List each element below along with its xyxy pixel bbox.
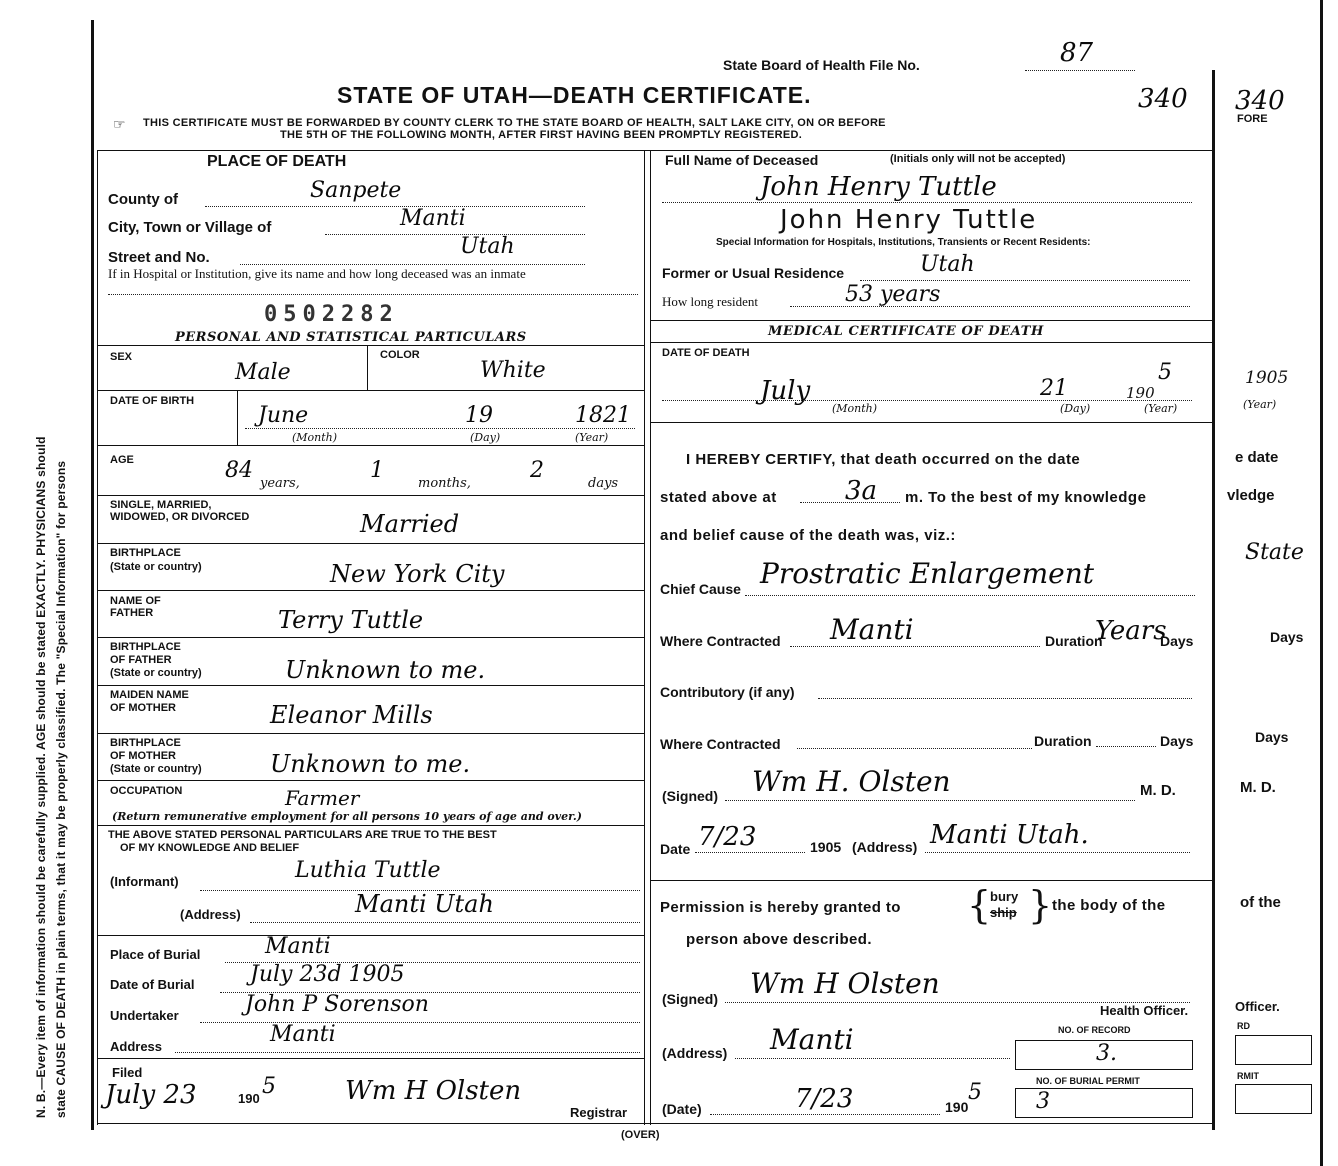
deceased-name-label: Full Name of Deceased xyxy=(665,152,819,168)
father-value: Terry Tuttle xyxy=(278,606,424,634)
health-officer-label: Health Officer. xyxy=(1100,1003,1189,1018)
permit-address-value: Manti xyxy=(770,1023,854,1056)
ship-option: ship xyxy=(990,905,1017,920)
birthplace-value: New York City xyxy=(330,560,505,588)
mother-bp-value: Unknown to me. xyxy=(270,750,471,778)
cert-address-value: Manti Utah. xyxy=(930,820,1089,850)
undertaker-value: John P Sorenson xyxy=(245,992,429,1017)
duration-2-label: Duration xyxy=(1034,733,1092,749)
physician-signature: Wm H. Olsten xyxy=(752,765,951,798)
resident-label: How long resident xyxy=(662,294,759,309)
age-years-word: years, xyxy=(260,476,300,491)
duration-2-days-label: Days xyxy=(1160,733,1194,749)
deceased-name-script: John Henry Tuttle xyxy=(760,172,997,202)
permit-line-a: Permission is hereby granted to xyxy=(660,899,901,916)
death-month-caption: (Month) xyxy=(832,402,878,415)
over-note: (OVER) xyxy=(621,1129,660,1141)
duration-value: Years xyxy=(1095,616,1167,646)
pointing-hand-icon: ☞ xyxy=(113,117,126,133)
undertaker-address-label: Address xyxy=(110,1039,163,1054)
age-days-word: days xyxy=(588,476,619,491)
father-bp-label-3: (State or country) xyxy=(110,667,202,679)
filed-label: Filed xyxy=(112,1065,143,1080)
mother-label-2: OF MOTHER xyxy=(110,702,176,714)
permit-address-label: (Address) xyxy=(662,1045,728,1061)
permit-line-c: person above described. xyxy=(686,931,872,948)
father-bp-value: Unknown to me. xyxy=(285,656,486,684)
occupation-label: OCCUPATION xyxy=(110,785,183,797)
occupation-note: (Return remunerative employment for all persons 10 years of age and over.) xyxy=(112,810,582,823)
duration-label: Duration xyxy=(1045,633,1103,649)
father-label-1: NAME OF xyxy=(110,595,161,607)
permit-brace-right: } xyxy=(1028,883,1053,927)
permit-brace-left: { xyxy=(967,883,992,927)
file-no-label: State Board of Health File No. xyxy=(723,57,920,73)
burial-date-label: Date of Burial xyxy=(110,977,195,992)
registrar-signature: Wm H Olsten xyxy=(345,1076,522,1106)
adjacent-page-fragment: 340 FORE 1905 (Year) e date vledge State Days Days M. D. of the Officer. RD RMIT xyxy=(1215,60,1320,1140)
cert-date-label: Date xyxy=(660,841,691,857)
death-month: July xyxy=(760,376,811,406)
attest-line2: OF MY KNOWLEDGE AND BELIEF xyxy=(120,842,300,854)
mother-bp-label-3: (State or country) xyxy=(110,763,202,775)
special-info: Special Information for Hospitals, Institutions, Transients or Recent Residents: xyxy=(716,237,1091,248)
where-contracted-label: Where Contracted xyxy=(660,633,781,649)
chief-cause-value: Prostratic Enlargement xyxy=(760,557,1094,590)
sex-label: SEX xyxy=(110,351,133,363)
death-year-caption: (Year) xyxy=(1144,402,1178,415)
age-years: 84 xyxy=(225,458,253,483)
medical-heading: MEDICAL CERTIFICATE OF DEATH xyxy=(768,324,1044,339)
chief-cause-label: Chief Cause xyxy=(660,581,741,597)
burial-date-value: July 23d 1905 xyxy=(250,962,405,987)
mother-bp-label-2: OF MOTHER xyxy=(110,750,176,762)
bury-option: bury xyxy=(990,889,1019,904)
death-day-caption: (Day) xyxy=(1060,402,1091,415)
residence-label: Former or Usual Residence xyxy=(662,265,845,281)
record-no-box xyxy=(1015,1040,1193,1070)
where-contracted-value: Manti xyxy=(830,613,914,646)
burial-place-label: Place of Burial xyxy=(110,947,201,962)
place-of-death-heading: PLACE OF DEATH xyxy=(207,153,347,170)
certify-line2a: stated above at xyxy=(660,489,777,506)
duration-days-label: Days xyxy=(1160,633,1194,649)
burial-permit-box xyxy=(1015,1088,1193,1118)
cert-date-value: 7/23 xyxy=(698,822,757,852)
side-notes xyxy=(0,0,90,1166)
undertaker-label: Undertaker xyxy=(110,1008,179,1023)
attest-line1: THE ABOVE STATED PERSONAL PARTICULARS ARE TRUE TO THE BEST xyxy=(108,829,497,841)
cert-number: 340 xyxy=(1138,84,1188,114)
dob-year-caption: (Year) xyxy=(575,431,609,444)
color-label: COLOR xyxy=(380,349,420,361)
dob-day: 19 xyxy=(465,403,493,428)
street-label: Street and No. xyxy=(108,249,210,266)
occupation-value: Farmer xyxy=(285,786,360,810)
father-bp-label-2: OF FATHER xyxy=(110,654,172,666)
physician-signed-label: (Signed) xyxy=(662,788,718,804)
file-no-value: 87 xyxy=(1060,38,1094,68)
informant-address-label: (Address) xyxy=(180,907,241,922)
age-days: 2 xyxy=(530,458,544,483)
burial-permit-label: NO. OF BURIAL PERMIT xyxy=(1036,1076,1140,1086)
certificate-title: STATE OF UTAH—DEATH CERTIFICATE. xyxy=(337,82,812,108)
personal-section-heading: PERSONAL AND STATISTICAL PARTICULARS xyxy=(175,330,527,345)
marital-label-1: SINGLE, MARRIED, xyxy=(110,499,212,511)
deceased-name-print: John Henry Tuttle xyxy=(780,205,1038,235)
permit-line-b: the body of the xyxy=(1052,897,1166,914)
record-no-value: 3. xyxy=(1096,1041,1117,1066)
permit-date-label: (Date) xyxy=(662,1101,702,1117)
dob-month: June xyxy=(258,403,309,428)
age-months-word: months, xyxy=(418,476,471,491)
filed-year-prefix: 190 xyxy=(238,1091,260,1106)
mother-value: Eleanor Mills xyxy=(270,701,433,729)
informant-address-value: Manti Utah xyxy=(355,890,494,918)
health-officer-signature: Wm H Olsten xyxy=(750,967,940,1000)
side-note-line1: N. B.—Every item of information should be carefully supplied. AGE should be stated EXACTLY. PHYSICIANS should xyxy=(34,436,48,1118)
certify-line1: I HEREBY CERTIFY, that death occurred on the date xyxy=(686,451,1081,468)
age-label: AGE xyxy=(110,454,134,466)
filed-year-suffix: 5 xyxy=(262,1074,276,1099)
age-months: 1 xyxy=(370,458,384,483)
undertaker-address-value: Manti xyxy=(270,1022,336,1047)
dob-year: 1821 xyxy=(575,403,631,428)
father-label-2: FATHER xyxy=(110,607,154,619)
death-time-value: 3a xyxy=(845,476,878,506)
dob-day-caption: (Day) xyxy=(470,431,501,444)
physician-md-label: M. D. xyxy=(1140,782,1176,799)
side-note-line2: state CAUSE OF DEATH in plain terms, that it may be properly classified. The "Special Information" for persons xyxy=(54,460,68,1118)
deceased-name-note: (Initials only will not be accepted) xyxy=(890,153,1066,165)
mother-bp-label-1: BIRTHPLACE xyxy=(110,737,181,749)
stamp-number: 0502282 xyxy=(264,302,399,327)
sex-value: Male xyxy=(235,360,291,385)
notice-line1: THIS CERTIFICATE MUST BE FORWARDED BY COUNTY CLERK TO THE STATE BOARD OF HEALTH, SALT LAKE CITY, ON OR BEFORE xyxy=(143,117,886,129)
birthplace-label-1: BIRTHPLACE xyxy=(110,547,181,559)
permit-year-prefix: 190 xyxy=(945,1099,969,1115)
death-year-prefix: 190 xyxy=(1126,384,1155,402)
certify-line2b: m. To the best of my knowledge xyxy=(905,489,1147,506)
marital-value: Married xyxy=(360,510,460,538)
contributory-label: Contributory (if any) xyxy=(660,684,795,700)
death-year-suffix: 5 xyxy=(1158,360,1172,385)
burial-permit-value: 3 xyxy=(1036,1089,1050,1114)
informant-value: Luthia Tuttle xyxy=(295,858,441,883)
permit-year-suffix: 5 xyxy=(968,1080,982,1105)
certify-line3: and belief cause of the death was, viz.: xyxy=(660,527,956,544)
county-value: Sanpete xyxy=(310,178,402,203)
resident-value: 53 years xyxy=(845,282,941,307)
dob-month-caption: (Month) xyxy=(292,431,338,444)
birthplace-label-2: (State or country) xyxy=(110,561,202,573)
hospital-note: If in Hospital or Institution, give its name and how long deceased was an inmate xyxy=(108,266,526,281)
city-label: City, Town or Village of xyxy=(108,219,272,236)
record-no-label: NO. OF RECORD xyxy=(1058,1025,1131,1035)
father-bp-label-1: BIRTHPLACE xyxy=(110,641,181,653)
mother-label-1: MAIDEN NAME xyxy=(110,689,189,701)
where-contracted-2-label: Where Contracted xyxy=(660,736,781,752)
cert-address-label: (Address) xyxy=(852,839,918,855)
dob-label: DATE OF BIRTH xyxy=(110,395,195,407)
marital-label-2: WIDOWED, OR DIVORCED xyxy=(110,511,250,523)
permit-date-value: 7/23 xyxy=(795,1084,854,1114)
city-value: Manti xyxy=(400,206,466,231)
death-day: 21 xyxy=(1040,376,1068,401)
health-officer-signed-label: (Signed) xyxy=(662,991,718,1007)
cert-year-value: 1905 xyxy=(810,839,842,855)
street-value: Utah xyxy=(460,234,515,259)
notice-line2: THE 5TH OF THE FOLLOWING MONTH, AFTER FIRST HAVING BEEN PROMPTLY REGISTERED. xyxy=(280,129,803,141)
death-date-label: DATE OF DEATH xyxy=(662,347,750,359)
residence-value: Utah xyxy=(920,252,975,277)
informant-label: (Informant) xyxy=(110,874,179,889)
color-value: White xyxy=(480,358,546,383)
filed-value: July 23 xyxy=(105,1080,197,1110)
registrar-label: Registrar xyxy=(570,1105,628,1120)
burial-place-value: Manti xyxy=(265,934,331,959)
county-label: County of xyxy=(108,191,178,208)
